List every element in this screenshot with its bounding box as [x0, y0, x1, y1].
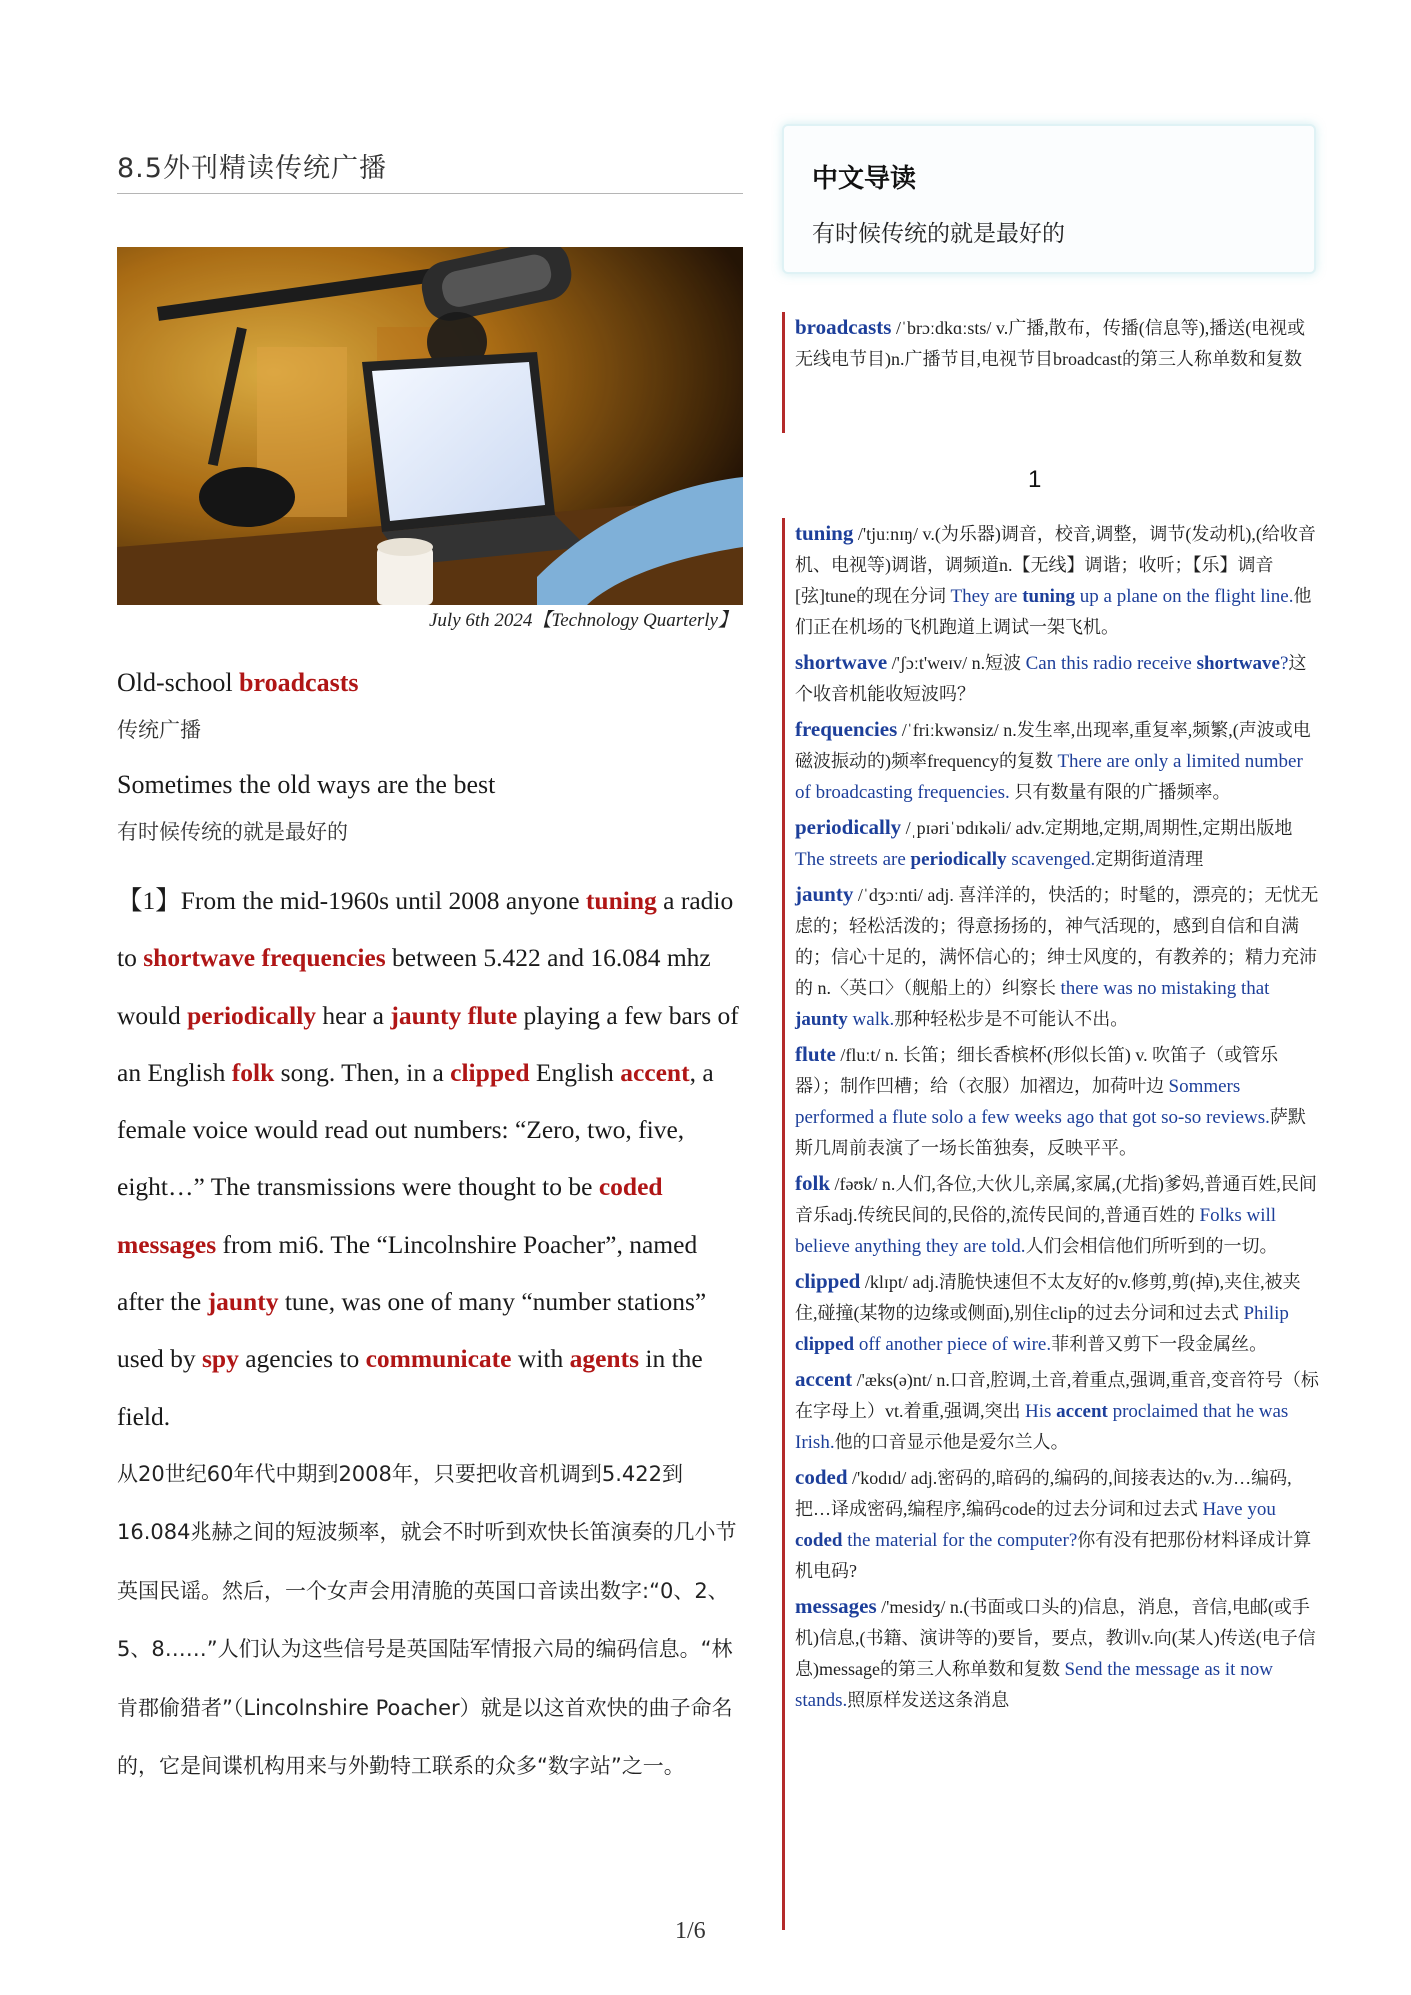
vocab-definition: /'mesidʒ/ n.(书面或口头的)信息，消息，音信,电邮(或手机)信息,(书籍、演讲等的)要旨，要点，教训v.向(某人)传送(电子信息)message的第三人称单数和复数 [795, 1597, 1316, 1679]
vocab-example: Send the message as it now stands. [795, 1659, 1273, 1711]
keyword-highlight: agents [569, 1344, 640, 1374]
vocab-definition: /ˈdʒɔːnti/ adj. 喜洋洋的，快活的；时髦的，漂亮的；无忧无虑的；轻松活泼的；得意扬扬的，神气活现的，感到自信和自满的；信心十足的，满怀信心的；绅士风度的，有教养的；精力充沛的 n.〈英口〉（舰船上的）纠察长 [795, 885, 1319, 998]
vocab-example: There are only a limited number of broadcasting frequencies. [795, 751, 1303, 803]
paragraph-text-segment: from mi6. The “Lincolnshire Poacher”, named after the [117, 1229, 698, 1317]
keyword-highlight: clipped [450, 1057, 530, 1087]
vocab-definition: 只有数量有限的广播频率。 [1014, 782, 1231, 802]
vocab-example: Philip [1243, 1303, 1289, 1324]
keyword-highlight: tuning [585, 886, 657, 915]
keyword-highlight: accent [620, 1057, 690, 1087]
paragraph-text-segment: between 5.422 and 16.084 mhz would [117, 943, 711, 1030]
paragraph-text-segment: , a female voice would read out numbers: “Zero, two, five, eight…” The transmissions were thought to be [117, 1057, 714, 1202]
vocab-example: The streets are [795, 849, 911, 870]
english-title: Old-school broadcasts [117, 668, 359, 697]
keyword-highlight: communicate [365, 1344, 512, 1374]
vocab-word: periodically [795, 815, 902, 839]
vocab-example: Sommers performed a flute solo a few weeks ago that got so-so reviews. [795, 1076, 1270, 1128]
vocab-example-keyword: tuning [1022, 586, 1076, 607]
keyword-highlight: jaunty [207, 1287, 279, 1317]
vocab-definition: /'æks(ə)nt/ n.口音,腔调,土音,着重点,强调,重音,变音符号（标在字母上）vt.着重,强调,突出 [795, 1370, 1319, 1421]
paragraph-text-segment: hear a [316, 1000, 391, 1030]
vocab-example: Have you [1202, 1499, 1276, 1520]
vocab-definition: /'kodɪd/ adj.密码的,暗码的,编码的,间接表达的v.为…编码,把…译成密码,编程序,编码code的过去分词和过去式 [795, 1468, 1292, 1519]
vocab-definition: 萨默斯几周前表演了一场长笛独奏，反映平平。 [795, 1107, 1306, 1158]
vocab-example: They are [950, 586, 1023, 607]
vocab-definition: /fluːt/ n. 长笛；细长香槟杯(形似长笛) v. 吹笛子（或管乐器）；制作凹槽；给（衣服）加褶边，加荷叶边 [795, 1045, 1279, 1096]
keyword-highlight: periodically [187, 1000, 317, 1030]
image-caption: July 6th 2024【Technology Quarterly】 [428, 610, 737, 631]
vocab-entry-frequencies [795, 714, 1322, 808]
vocab-example: up a plane on the flight line. [1075, 586, 1294, 607]
vocab-entry-messages [795, 1591, 1322, 1716]
vocab-entry-periodically [795, 812, 1322, 875]
vocab-word: jaunty [795, 882, 854, 906]
vocab-word: shortwave [795, 650, 888, 674]
vocab-example-keyword: accent [1056, 1401, 1108, 1422]
vocab-example-keyword: shortwave [1196, 653, 1280, 674]
vocab-word: messages [795, 1594, 877, 1618]
vocab-word: broadcasts [795, 315, 892, 339]
keyword-highlight: coded messages [117, 1172, 663, 1259]
page-number: 1/6 [675, 1918, 706, 1944]
vocab-definition: /ˈbrɔːdkɑːsts/ v.广播,散布，传播(信息等),播送(电视或无线电节目)n.广播节目,电视节目broadcast的第三人称单数和复数 [795, 318, 1306, 369]
vocab-definition: 那种轻松步是不可能认不出。 [894, 1009, 1129, 1029]
vocab-word: tuning [795, 521, 854, 545]
vocab-example: walk. [847, 1009, 895, 1030]
vocab-block-1 [782, 312, 1322, 433]
paragraph-text-segment: a radio to [117, 886, 734, 973]
vocab-example: Folks will believe anything they are told. [795, 1205, 1277, 1257]
paragraph-text-segment: 【1】From the mid-1960s until 2008 anyone [117, 886, 586, 915]
chinese-paragraph: 从20世纪60年代中期到2008年，只要把收音机调到5.422到16.084兆赫之间的短波频率，就会不时听到欢快长笛演奏的几小节英国民谣。然后，一个女声会用清脆的英国口音读出数字:“0、2、5、8……”人们认为这些信号是英国陆军情报六局的编码信息。“林肯郡偷猎者”（Lincolnshire Poacher）就是以这首欢快的曲子命名的，它是间谍机构用来与外勤特工联系的众多“数字站”之一。 [117, 1461, 737, 1779]
vocab-word: frequencies [795, 717, 898, 741]
article [117, 668, 749, 1796]
vocab-definition: 人们会相信他们所听到的一切。 [1025, 1236, 1278, 1256]
vocab-definition: /'tjuːnɪŋ/ v.(为乐器)调音，校音,调整，调节(发动机),(给收音机、电视等)调谐，调频道n.【无线】调谐；收听；【乐】调音[弦]tune的现在分词 [795, 524, 1316, 606]
paragraph-text-segment: playing a few bars of an English [117, 1000, 739, 1087]
vocab-definition: /fəʊk/ n.人们,各位,大伙儿,亲属,家属,(尤指)爹妈,普通百姓,民间音乐adj.传统民间的,民俗的,流传民间的,普通百姓的 [795, 1174, 1317, 1225]
paragraph-text-segment: agencies to [238, 1344, 366, 1374]
vocab-definition: /klɪpt/ adj.清脆快速但不太友好的v.修剪,剪(掉),夹住,被夹住,碰撞(某物的边缘或侧面),别住clip的过去分词和过去式 [795, 1272, 1301, 1323]
vocab-word: folk [795, 1171, 831, 1195]
english-paragraph [117, 872, 749, 1445]
vocab-entry-clipped [795, 1266, 1322, 1360]
chinese-title: 传统广播 [117, 718, 201, 742]
keyword-highlight: shortwave frequencies [143, 943, 386, 973]
vocab-example: proclaimed that he was Irish. [795, 1401, 1289, 1453]
vocab-definition: /ˌpɪəriˈɒdɪkəli/ adv.定期地,定期,周期性,定期出版地 [901, 818, 1293, 838]
vocab-word: accent [795, 1367, 853, 1391]
vocab-definition: 菲利普又剪下一段金属丝。 [1051, 1334, 1268, 1354]
vocab-entry-broadcasts [795, 312, 1322, 375]
vocab-definition: 他们正在机场的飞机跑道上调试一架飞机。 [795, 586, 1312, 637]
vocab-entry-coded [795, 1462, 1322, 1587]
vocab-definition: 他的口音显示他是爱尔兰人。 [834, 1432, 1069, 1452]
paragraph-text-segment: song. Then, in a [274, 1057, 451, 1087]
vocab-example: the material for the computer? [842, 1530, 1078, 1551]
vocab-word: clipped [795, 1269, 861, 1293]
vocab-definition: 定期街道清理 [1095, 849, 1204, 869]
vocab-entry-accent [795, 1364, 1322, 1458]
vocab-entry-flute [795, 1039, 1322, 1164]
paragraph-text-segment: English [529, 1057, 621, 1087]
keyword-highlight: folk [231, 1057, 275, 1087]
keyword-highlight: jaunty flute [390, 1000, 518, 1030]
vocab-example-keyword: periodically [910, 849, 1007, 870]
radio-studio-photo [117, 247, 743, 605]
vocab-entry-tuning [795, 518, 1322, 643]
english-subtitle: Sometimes the old ways are the best [117, 770, 496, 799]
vocab-block-2 [782, 518, 1322, 1930]
vocab-definition: /ˈfriːkwənsiz/ n.发生率,出现率,重复率,频繁,(声波或电磁波振动的)频率frequency的复数 [795, 720, 1311, 771]
vocab-example: there was no mistaking that [1060, 978, 1270, 999]
vocab-block-page-number: 1 [1028, 466, 1042, 493]
keyword-highlight: spy [202, 1344, 239, 1374]
vocab-example: His [1025, 1401, 1057, 1422]
vocab-example-keyword: clipped [795, 1334, 855, 1355]
vocab-example-keyword: coded [795, 1530, 843, 1551]
chinese-guide-card [782, 124, 1316, 274]
vocab-example: scavenged. [1006, 849, 1096, 870]
paragraph-text-segment: with [511, 1344, 570, 1374]
guide-title: 中文导读 [812, 164, 917, 194]
paragraph-text-segment: tune, was one of many “number stations” used by [117, 1287, 707, 1374]
vocab-definition: 这个收音机能收短波吗？ [795, 653, 1307, 704]
chinese-subtitle: 有时候传统的就是最好的 [117, 820, 348, 844]
vocab-example: Can this radio receive [1025, 653, 1197, 674]
vocab-definition: 你有没有把那份材料译成计算机电码? [795, 1530, 1312, 1581]
guide-text: 有时候传统的就是最好的 [812, 221, 1065, 247]
vocab-definition: 照原样发送这条消息 [847, 1690, 1010, 1710]
paragraph-text-segment: in the field. [117, 1344, 703, 1431]
vocab-entry-jaunty [795, 879, 1322, 1035]
vocab-example: ? [1279, 653, 1289, 674]
vocab-definition: /'ʃɔːt'weɪv/ n.短波 [887, 653, 1026, 673]
vocab-word: flute [795, 1042, 836, 1066]
page-title: 8.5外刊精读传统广播 [117, 146, 743, 194]
vocab-entry-shortwave [795, 647, 1322, 710]
vocab-entry-folk [795, 1168, 1322, 1262]
vocab-example-keyword: jaunty [795, 1009, 848, 1030]
vocab-example: off another piece of wire. [854, 1334, 1052, 1355]
vocab-word: coded [795, 1465, 848, 1489]
